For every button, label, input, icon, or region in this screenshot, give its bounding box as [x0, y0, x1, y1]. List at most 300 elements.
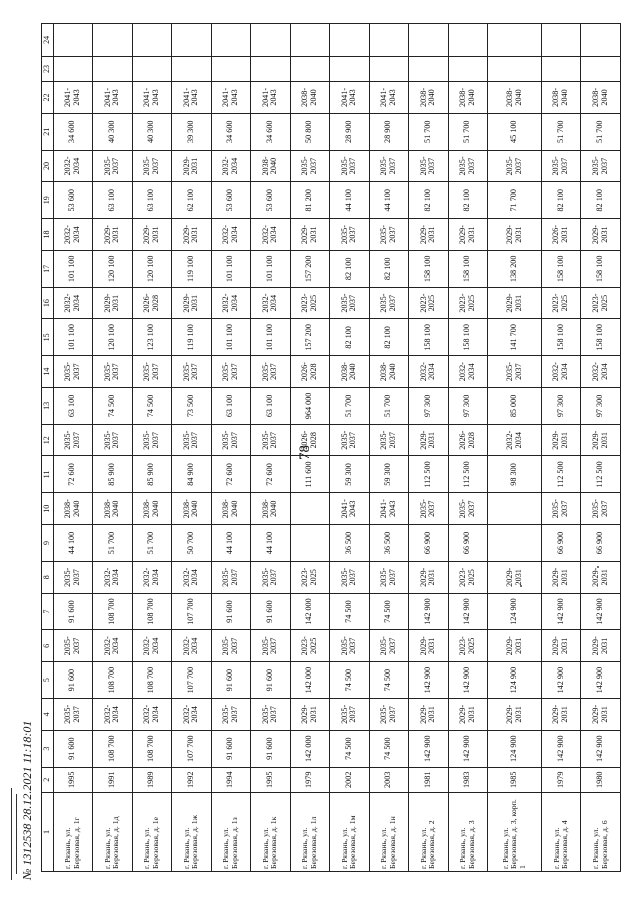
table-cell: 2035-2037 — [251, 356, 291, 388]
table-cell: 2032-2034 — [53, 219, 93, 251]
table-cell: 142 900 — [448, 662, 488, 699]
table-cell: 2026-2028 — [132, 287, 172, 319]
table-cell: 2038-2040 — [409, 82, 449, 114]
table-cell: 34 600 — [53, 113, 93, 150]
table-cell: 2023-2025 — [290, 561, 330, 593]
table-cell: 142 900 — [581, 662, 621, 699]
table-cell: 2035-2037 — [251, 699, 291, 731]
column-header: 11 — [42, 456, 54, 493]
speck — [520, 585, 522, 587]
table-row — [53, 24, 93, 872]
table-cell: 2035-2037 — [369, 150, 409, 182]
table-cell — [290, 24, 330, 57]
table-cell: 142 900 — [581, 593, 621, 630]
table-cell: 2035-2037 — [369, 561, 409, 593]
table-cell: 51 700 — [93, 525, 133, 562]
table-cell: 2023-2025 — [409, 287, 449, 319]
table-cell: 2035-2037 — [211, 424, 251, 456]
table-cell: 141 700 — [488, 319, 542, 356]
column-header: 20 — [42, 150, 54, 182]
table-cell — [448, 24, 488, 57]
table-row — [172, 24, 212, 872]
table-cell: 74 500 — [369, 730, 409, 767]
table-cell: 82 100 — [330, 319, 370, 356]
table-cell: 2035-2037 — [172, 424, 212, 456]
table-cell: 2029-2031 — [290, 699, 330, 731]
table-cell: 51 700 — [541, 113, 581, 150]
table-cell: 124 900 — [488, 730, 542, 767]
table-cell: 108 700 — [132, 662, 172, 699]
table-cell: 2032-2034 — [211, 150, 251, 182]
address-cell: г. Рязань, ул. Березовая, д. 1д — [93, 792, 133, 871]
table-cell: 2038-2040 — [172, 493, 212, 525]
table-cell: 72 600 — [211, 456, 251, 493]
table-cell: 2035-2037 — [93, 356, 133, 388]
table-cell: 2035-2037 — [132, 424, 172, 456]
table-cell: 59 300 — [369, 456, 409, 493]
column-header: 23 — [42, 56, 54, 81]
table-cell: 82 100 — [581, 182, 621, 219]
table-cell: 44 100 — [211, 525, 251, 562]
table-cell: 158 100 — [448, 319, 488, 356]
table-cell: 91 600 — [53, 730, 93, 767]
table-cell: 2029-2031 — [409, 630, 449, 662]
table-cell: 2029-2031 — [93, 219, 133, 251]
table-cell: 91 600 — [251, 593, 291, 630]
table-cell — [330, 56, 370, 81]
table-cell — [581, 24, 621, 57]
table-cell: 2023-2025 — [581, 287, 621, 319]
table-cell — [488, 24, 542, 57]
table-cell — [330, 24, 370, 57]
table-cell: 2038-2040 — [251, 493, 291, 525]
table-cell: 108 700 — [93, 593, 133, 630]
table-cell: 101 100 — [53, 319, 93, 356]
certificate-text: № 1312538 28.12.2021 11:18:01 — [20, 720, 34, 880]
table-cell: 2041-2043 — [330, 493, 370, 525]
table-cell — [251, 56, 291, 81]
table-cell: 2032-2034 — [488, 424, 542, 456]
address-cell: г. Рязань, ул. Березовая, д. 1л — [290, 792, 330, 871]
table-cell: 2023-2025 — [448, 561, 488, 593]
table-cell: 40 300 — [93, 113, 133, 150]
table-cell: 44 100 — [53, 525, 93, 562]
table-cell: 101 100 — [53, 250, 93, 287]
table-cell: 28 900 — [330, 113, 370, 150]
column-header: 7 — [42, 593, 54, 630]
table-cell: 142 000 — [290, 662, 330, 699]
table-cell: 44 100 — [251, 525, 291, 562]
table-cell: 2029-2031 — [132, 219, 172, 251]
address-cell: г. Рязань, ул. Березовая, д. 1г — [53, 792, 93, 871]
table-cell: 71 700 — [488, 182, 542, 219]
table-cell: 2026-2028 — [290, 424, 330, 456]
table-cell: 82 100 — [541, 182, 581, 219]
table-cell: 72 600 — [251, 456, 291, 493]
table-cell — [53, 24, 93, 57]
table-cell: 101 100 — [211, 250, 251, 287]
table-cell: 82 100 — [369, 250, 409, 287]
table-cell: 2029-2031 — [409, 219, 449, 251]
table-cell: 2038-2040 — [488, 82, 542, 114]
table-cell: 44 100 — [369, 182, 409, 219]
table-cell — [132, 24, 172, 57]
table-cell: 50 700 — [172, 525, 212, 562]
address-cell: г. Рязань, ул. Березовая, д. 2 — [409, 792, 449, 871]
address-cell: г. Рязань, ул. Березовая, д. 4 — [541, 792, 581, 871]
table-cell: 158 100 — [409, 250, 449, 287]
table-cell: 91 600 — [211, 730, 251, 767]
table-cell: 108 700 — [93, 730, 133, 767]
table-cell: 91 600 — [211, 662, 251, 699]
table-cell: 2029-2031 — [541, 561, 581, 593]
table-cell: 142 900 — [409, 662, 449, 699]
table-cell: 111 600 — [290, 456, 330, 493]
table-cell: 2041-2043 — [251, 82, 291, 114]
table-cell: 2023-2025 — [290, 630, 330, 662]
table-cell: 112 500 — [581, 456, 621, 493]
table-cell: 74 500 — [93, 387, 133, 424]
table-cell: 2041-2043 — [369, 82, 409, 114]
table-cell: 964 000 — [290, 387, 330, 424]
table-cell: 91 600 — [53, 662, 93, 699]
table-cell: 2032-2034 — [53, 287, 93, 319]
table-cell: 74 500 — [132, 387, 172, 424]
table-cell: 59 300 — [330, 456, 370, 493]
table-cell: 2029-2031 — [541, 630, 581, 662]
table-cell: 2035-2037 — [581, 150, 621, 182]
table-cell: 91 600 — [251, 730, 291, 767]
column-header: 3 — [42, 730, 54, 767]
table-cell: 53 600 — [53, 182, 93, 219]
rotated-table-container — [41, 23, 621, 872]
table-cell: 51 700 — [448, 113, 488, 150]
table-cell: 2035-2037 — [251, 424, 291, 456]
table-cell: 112 500 — [409, 456, 449, 493]
table-cell: 2032-2034 — [53, 150, 93, 182]
table-cell: 2038-2040 — [581, 82, 621, 114]
table-cell: 2035-2037 — [132, 356, 172, 388]
table-cell: 119 100 — [172, 319, 212, 356]
table-cell: 74 500 — [330, 593, 370, 630]
table-cell: 97 300 — [409, 387, 449, 424]
address-cell: г. Рязань, ул. Березовая, д. 3 — [448, 792, 488, 871]
page-number: 78 — [297, 445, 313, 460]
table-cell: 2032-2034 — [448, 356, 488, 388]
table-cell: 53 600 — [251, 182, 291, 219]
year-cell: 1985 — [488, 767, 542, 792]
table-cell: 66 900 — [409, 525, 449, 562]
table-cell: 101 100 — [211, 319, 251, 356]
table-cell: 66 900 — [541, 525, 581, 562]
column-header: 22 — [42, 82, 54, 114]
table-row — [541, 24, 581, 872]
table-cell: 36 500 — [330, 525, 370, 562]
table-cell: 142 900 — [541, 730, 581, 767]
table-cell: 45 100 — [488, 113, 542, 150]
table-cell: 66 900 — [581, 525, 621, 562]
table-cell: 2026-2031 — [541, 219, 581, 251]
table-cell: 158 100 — [541, 319, 581, 356]
table-cell: 2041-2043 — [93, 82, 133, 114]
table-cell: 2032-2034 — [132, 561, 172, 593]
table-cell: 2032-2034 — [581, 356, 621, 388]
table-cell: 142 900 — [448, 593, 488, 630]
table-cell: 138 200 — [488, 250, 542, 287]
table-cell: 2029-2031 — [581, 219, 621, 251]
table-cell: 2038-2040 — [448, 82, 488, 114]
table-cell: 62 100 — [172, 182, 212, 219]
table-cell: 2035-2037 — [369, 219, 409, 251]
table-cell: 2029-2031 — [581, 424, 621, 456]
column-header: 19 — [42, 182, 54, 219]
table-cell: 91 600 — [211, 593, 251, 630]
table-cell: 2026-2028 — [448, 424, 488, 456]
table-cell: 74 500 — [330, 662, 370, 699]
table-cell — [369, 24, 409, 57]
table-cell: 2035-2037 — [448, 150, 488, 182]
table-cell: 112 500 — [448, 456, 488, 493]
table-cell — [541, 56, 581, 81]
table-cell: 2029-2031 — [409, 561, 449, 593]
table-header-row — [42, 24, 54, 872]
address-cell: г. Рязань, ул. Березовая, д. 1ж — [172, 792, 212, 871]
speck — [597, 566, 599, 568]
address-cell: г. Рязань, ул. Березовая, д. 1з — [211, 792, 251, 871]
table-cell: 2038-2040 — [251, 150, 291, 182]
table-cell: 73 500 — [172, 387, 212, 424]
table-cell: 63 100 — [132, 182, 172, 219]
table-cell: 2035-2037 — [409, 150, 449, 182]
column-header: 9 — [42, 525, 54, 562]
table-cell: 51 700 — [132, 525, 172, 562]
year-cell: 1992 — [172, 767, 212, 792]
column-header: 16 — [42, 287, 54, 319]
column-header: 5 — [42, 662, 54, 699]
table-cell: 74 500 — [330, 730, 370, 767]
table-cell: 2032-2034 — [132, 630, 172, 662]
table-cell — [290, 525, 330, 562]
table-cell: 72 600 — [53, 456, 93, 493]
table-cell: 2035-2037 — [53, 356, 93, 388]
table-row — [93, 24, 133, 872]
table-cell: 2032-2034 — [172, 561, 212, 593]
table-row — [251, 24, 291, 872]
table-cell: 2026-2028 — [290, 356, 330, 388]
table-cell — [290, 493, 330, 525]
year-cell: 1995 — [251, 767, 291, 792]
table-cell: 2035-2037 — [251, 630, 291, 662]
table-cell: 63 100 — [53, 387, 93, 424]
table-cell: 2035-2037 — [541, 150, 581, 182]
table-cell: 91 600 — [251, 662, 291, 699]
table-cell: 2035-2037 — [581, 493, 621, 525]
table-cell: 108 700 — [93, 662, 133, 699]
table-cell: 2029-2031 — [172, 219, 212, 251]
table-cell: 2041-2043 — [53, 82, 93, 114]
table-cell: 2035-2037 — [53, 424, 93, 456]
table-row — [132, 24, 172, 872]
table-cell: 66 900 — [448, 525, 488, 562]
table-cell: 85 900 — [93, 456, 133, 493]
table-cell: 2035-2037 — [330, 699, 370, 731]
year-cell: 1979 — [541, 767, 581, 792]
table-cell: 2029-2031 — [172, 150, 212, 182]
table-cell: 2035-2037 — [330, 630, 370, 662]
table-cell — [93, 56, 133, 81]
column-header: 12 — [42, 424, 54, 456]
table-cell: 2032-2034 — [409, 356, 449, 388]
table-cell: 120 100 — [132, 250, 172, 287]
table-cell: 2038-2040 — [541, 82, 581, 114]
year-cell: 1981 — [409, 767, 449, 792]
table-cell: 2041-2043 — [172, 82, 212, 114]
table-cell: 2035-2037 — [93, 150, 133, 182]
column-header: 4 — [42, 699, 54, 731]
table-cell: 63 100 — [211, 387, 251, 424]
year-cell: 1995 — [53, 767, 93, 792]
table-cell: 2032-2034 — [172, 699, 212, 731]
table-cell: 74 500 — [369, 662, 409, 699]
table-cell: 51 700 — [409, 113, 449, 150]
table-cell: 82 100 — [448, 182, 488, 219]
column-header: 8 — [42, 561, 54, 593]
address-cell: г. Рязань, ул. Березовая, д. 3, корп. 1 — [488, 792, 542, 871]
table-cell: 2035-2037 — [211, 630, 251, 662]
table-cell: 2035-2037 — [541, 493, 581, 525]
table-cell: 142 900 — [541, 593, 581, 630]
column-header: 21 — [42, 113, 54, 150]
column-header: 24 — [42, 24, 54, 57]
table-cell — [541, 24, 581, 57]
table-cell: 40 300 — [132, 113, 172, 150]
table-cell: 108 700 — [132, 730, 172, 767]
column-header: 2 — [42, 767, 54, 792]
table-cell: 158 100 — [409, 319, 449, 356]
table-cell: 53 600 — [211, 182, 251, 219]
table-cell: 91 600 — [53, 593, 93, 630]
table-cell: 2032-2034 — [211, 287, 251, 319]
table-cell: 2035-2037 — [330, 287, 370, 319]
table-cell: 50 800 — [290, 113, 330, 150]
table-cell: 97 300 — [541, 387, 581, 424]
table-cell: 34 600 — [251, 113, 291, 150]
table-cell — [488, 525, 542, 562]
year-cell: 1994 — [211, 767, 251, 792]
table-cell: 119 100 — [172, 250, 212, 287]
table-cell: 2023-2025 — [448, 287, 488, 319]
table-cell: 85 900 — [132, 456, 172, 493]
table-cell: 2041-2043 — [330, 82, 370, 114]
table-cell: 63 100 — [93, 182, 133, 219]
table-cell: 107 700 — [172, 593, 212, 630]
table-cell: 2038-2040 — [211, 493, 251, 525]
table-cell: 101 100 — [251, 319, 291, 356]
table-cell: 107 700 — [172, 730, 212, 767]
table-cell: 2032-2034 — [251, 287, 291, 319]
table-cell: 2035-2037 — [330, 219, 370, 251]
certificate-line — [20, 720, 36, 880]
table-cell: 2035-2037 — [448, 493, 488, 525]
table-body — [53, 24, 620, 872]
table-cell: 2035-2037 — [369, 287, 409, 319]
table-cell: 120 100 — [93, 250, 133, 287]
table-cell: 2032-2034 — [132, 699, 172, 731]
table-cell — [581, 56, 621, 81]
table-cell: 2035-2037 — [53, 561, 93, 593]
repair-schedule-table — [41, 23, 621, 872]
table-cell: 2038-2040 — [369, 356, 409, 388]
table-cell — [369, 56, 409, 81]
column-header: 13 — [42, 387, 54, 424]
table-cell: 2035-2037 — [488, 150, 542, 182]
table-cell: 2035-2037 — [290, 150, 330, 182]
column-header: 15 — [42, 319, 54, 356]
table-cell: 2035-2037 — [53, 699, 93, 731]
table-cell: 158 100 — [541, 250, 581, 287]
table-cell: 82 100 — [409, 182, 449, 219]
table-cell — [290, 56, 330, 81]
address-cell: г. Рязань, ул. Березовая, д. 6 — [581, 792, 621, 871]
table-cell: 2029-2031 — [488, 287, 542, 319]
table-cell: 97 300 — [448, 387, 488, 424]
table-cell: 157 200 — [290, 250, 330, 287]
table-cell — [132, 56, 172, 81]
table-cell: 2032-2034 — [93, 699, 133, 731]
table-cell: 2029-2031 — [409, 699, 449, 731]
table-cell: 2038-2040 — [132, 493, 172, 525]
table-cell — [211, 56, 251, 81]
table-cell: 2029-2031 — [488, 561, 542, 593]
column-header: 10 — [42, 493, 54, 525]
table-cell: 82 100 — [330, 250, 370, 287]
table-cell: 2029-2031 — [409, 424, 449, 456]
year-cell: 1980 — [581, 767, 621, 792]
table-cell: 28 900 — [369, 113, 409, 150]
table-cell: 97 300 — [581, 387, 621, 424]
table-row — [211, 24, 251, 872]
table-cell: 101 100 — [251, 250, 291, 287]
table-cell: 2032-2034 — [251, 219, 291, 251]
table-cell: 2032-2034 — [172, 630, 212, 662]
column-header: 6 — [42, 630, 54, 662]
table-cell: 2038-2040 — [290, 82, 330, 114]
table-cell: 123 100 — [132, 319, 172, 356]
year-cell: 1991 — [93, 767, 133, 792]
table-cell: 2029-2031 — [541, 424, 581, 456]
table-cell: 142 900 — [581, 730, 621, 767]
table-cell: 2035-2037 — [488, 356, 542, 388]
table-cell: 2035-2037 — [369, 424, 409, 456]
table-cell — [211, 24, 251, 57]
table-row — [581, 24, 621, 872]
table-cell: 2035-2037 — [132, 150, 172, 182]
table-cell: 2029-2031 — [448, 699, 488, 731]
table-cell: 2029-2031 — [488, 219, 542, 251]
table-cell: 2032-2034 — [541, 356, 581, 388]
table-cell: 2029-2031 — [488, 630, 542, 662]
table-cell: 142 900 — [541, 662, 581, 699]
table-cell: 2035-2037 — [211, 356, 251, 388]
table-cell: 142 900 — [409, 730, 449, 767]
table-cell: 82 100 — [369, 319, 409, 356]
table-cell: 44 100 — [330, 182, 370, 219]
table-row — [488, 24, 542, 872]
table-cell: 2035-2037 — [330, 424, 370, 456]
table-cell: 158 100 — [581, 250, 621, 287]
table-cell — [53, 56, 93, 81]
year-cell: 2003 — [369, 767, 409, 792]
